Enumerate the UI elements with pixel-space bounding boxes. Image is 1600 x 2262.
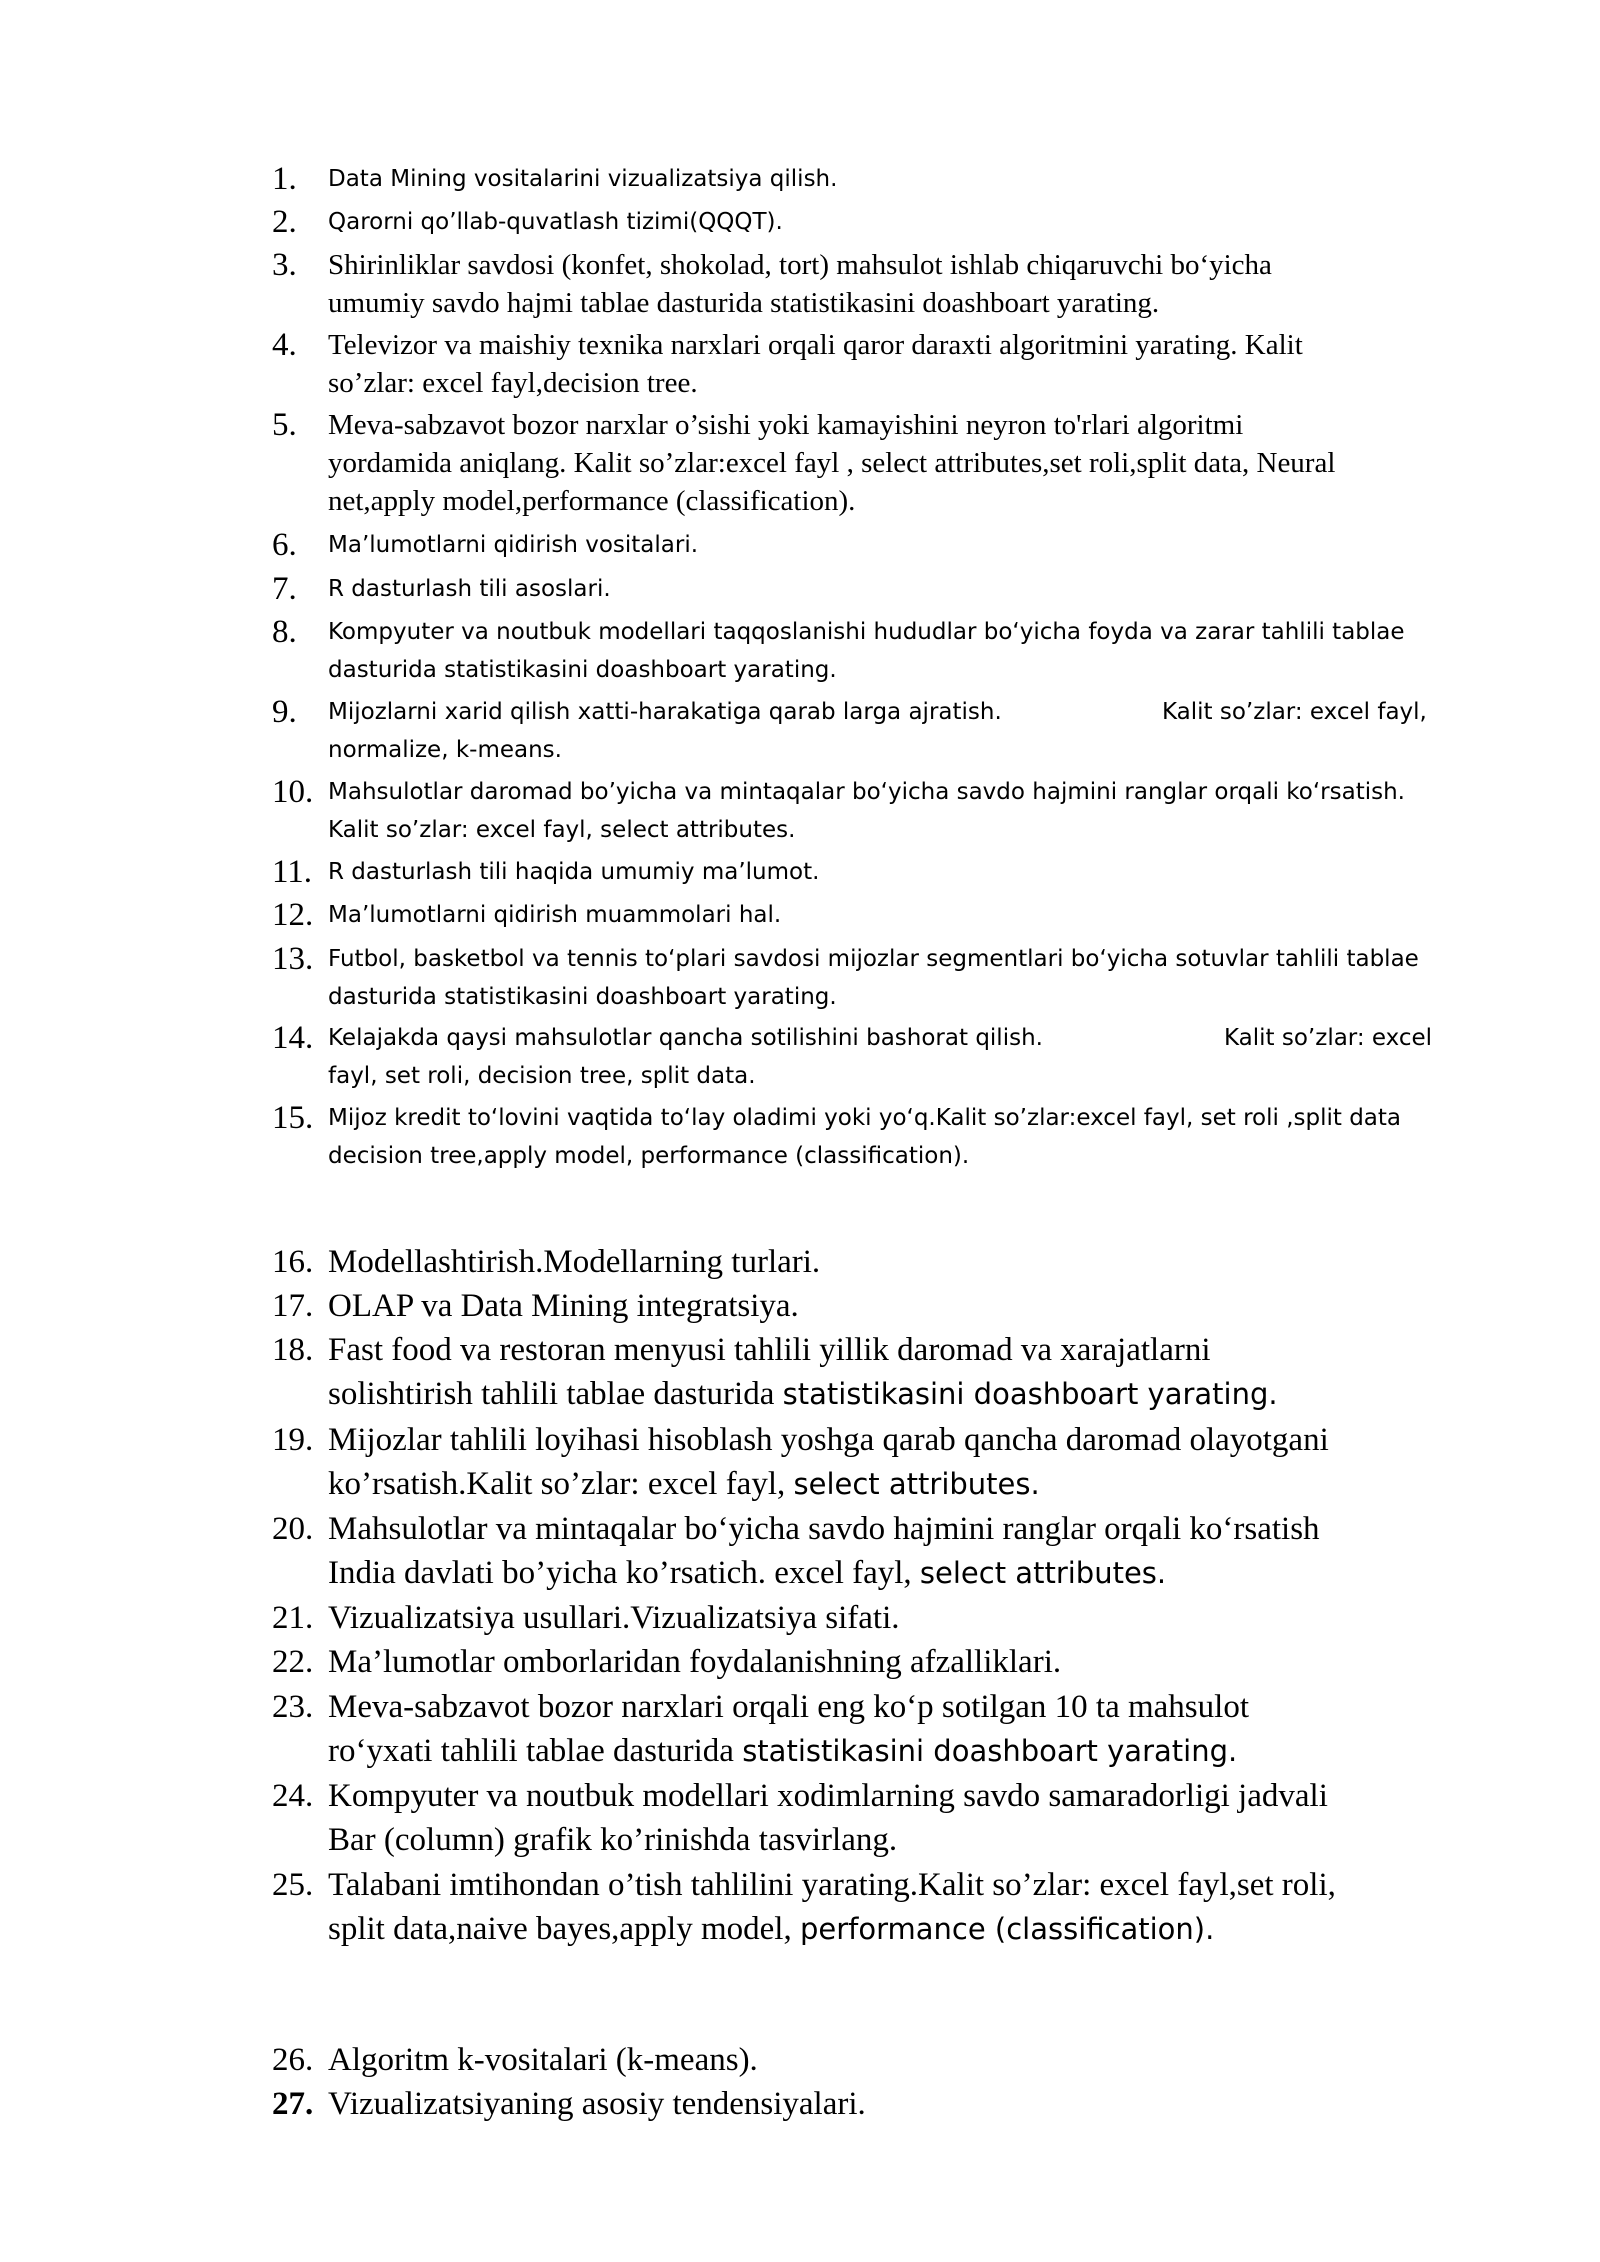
item-text: OLAP va Data Mining integratsiya. <box>328 1288 799 1324</box>
item-text-tail: select attributes. <box>793 1467 1040 1501</box>
item-text: Mijoz kredit to‘lovini vaqtida to‘lay oladimi yoki yo‘q.Kalit so’zlar:excel fayl, set roli ,split data <box>328 1105 1402 1131</box>
item-text: split data,naive bayes,apply model, <box>328 1911 800 1947</box>
item-number: 27. <box>272 2086 314 2122</box>
item-text-tail: select attributes. <box>919 1556 1167 1590</box>
item-number: 19. <box>272 1422 314 1458</box>
item-text: Futbol, basketbol va tennis to‘plari savdosi mijozlar segmentlari bo‘yicha sotuvlar tahlili tablae <box>328 946 1419 972</box>
item-text-tail: statistikasini doashboart yarating. <box>782 1377 1278 1411</box>
item-number: 5. <box>272 407 297 443</box>
item-number: 10. <box>272 774 314 810</box>
item-number: 22. <box>272 1644 314 1680</box>
keywords-label: Kalit so’zlar: excel fayl, <box>1162 699 1427 725</box>
item-text: net,apply model,performance (classification). <box>328 485 856 517</box>
item-text: normalize, k-means. <box>328 737 562 763</box>
item-text: Mahsulotlar daromad bo’yicha va mintaqalar bo‘yicha savdo hajmini ranglar orqali ko‘rsatish. <box>328 779 1405 805</box>
item-text: Modellashtirish.Modellarning turlari. <box>328 1244 821 1280</box>
item-number: 26. <box>272 2042 314 2078</box>
item-number: 3. <box>272 247 297 283</box>
item-number: 20. <box>272 1511 314 1547</box>
item-number: 18. <box>272 1332 314 1368</box>
item-number: 16. <box>272 1244 314 1280</box>
item-number: 15. <box>272 1100 314 1136</box>
item-text: Vizualizatsiya usullari.Vizualizatsiya sifati. <box>328 1600 900 1636</box>
item-text: Data Mining vositalarini vizualizatsiya qilish. <box>328 166 838 192</box>
item-text: yordamida aniqlang. Kalit so’zlar:excel fayl , select attributes,set roli,split data, Neural <box>328 447 1336 479</box>
item-number: 1. <box>272 161 297 197</box>
item-text: R dasturlash tili haqida umumiy ma’lumot. <box>328 859 820 885</box>
item-text: Ma’lumotlarni qidirish muammolari hal. <box>328 902 782 928</box>
item-number: 12. <box>272 897 314 933</box>
item-text: Fast food va restoran menyusi tahlili yillik daromad va xarajatlarni <box>328 1332 1211 1368</box>
item-text: Kalit so’zlar: excel fayl, select attributes. <box>328 817 796 843</box>
item-text: Kompyuter va noutbuk modellari xodimlarning savdo samaradorligi jadvali <box>328 1778 1328 1814</box>
item-text: Meva-sabzavot bozor narxlari orqali eng ko‘p sotilgan 10 ta mahsulot <box>328 1689 1249 1725</box>
item-text: Mijozlarni xarid qilish xatti-harakatiga qarab larga ajratish. <box>328 699 1002 725</box>
item-number: 25. <box>272 1867 314 1903</box>
item-number: 24. <box>272 1778 314 1814</box>
keywords-label: Kalit so’zlar: excel <box>1224 1025 1433 1051</box>
item-text: Ma’lumotlar omborlaridan foydalanishning afzalliklari. <box>328 1644 1062 1680</box>
item-text: Vizualizatsiyaning asosiy tendensiyalari. <box>328 2086 866 2122</box>
item-text: India davlati bo’yicha ko’rsatich. excel fayl, <box>328 1555 920 1591</box>
item-text: so’zlar: excel fayl,decision tree. <box>328 367 698 399</box>
item-number: 14. <box>272 1020 314 1056</box>
item-text: Bar (column) grafik ko’rinishda tasvirlang. <box>328 1822 898 1858</box>
item-number: 2. <box>272 204 297 240</box>
item-number: 4. <box>272 327 297 363</box>
item-text: Televizor va maishiy texnika narxlari orqali qaror daraxti algoritmini yarating. Kalit <box>328 329 1303 361</box>
item-text: umumiy savdo hajmi tablae dasturida statistikasini doashboart yarating. <box>328 287 1160 319</box>
item-text-tail: performance (classification). <box>799 1912 1215 1946</box>
item-number: 11. <box>272 854 313 890</box>
item-text: R dasturlash tili asoslari. <box>328 576 611 602</box>
item-number: 23. <box>272 1689 314 1725</box>
item-text: dasturida statistikasini doashboart yarating. <box>328 657 837 683</box>
item-number: 6. <box>272 527 297 563</box>
item-text: decision tree,apply model, performance (classification). <box>328 1143 970 1169</box>
item-text: Mijozlar tahlili loyihasi hisoblash yoshga qarab qancha daromad olayotgani <box>328 1422 1329 1458</box>
item-number: 13. <box>272 941 314 977</box>
item-text: solishtirish tahlili tablae dasturida <box>328 1376 783 1412</box>
item-text: ko’rsatish.Kalit so’zlar: excel fayl, <box>328 1466 794 1502</box>
item-number: 17. <box>272 1288 314 1324</box>
item-text: Talabani imtihondan o’tish tahlilini yarating.Kalit so’zlar: excel fayl,set roli, <box>328 1867 1336 1903</box>
item-text: Ma’lumotlarni qidirish vositalari. <box>328 532 699 558</box>
item-number: 8. <box>272 614 297 650</box>
item-text: Shirinliklar savdosi (konfet, shokolad, tort) mahsulot ishlab chiqaruvchi bo‘yicha <box>328 249 1272 281</box>
item-text-tail: statistikasini doashboart yarating. <box>742 1734 1238 1768</box>
item-text: dasturida statistikasini doashboart yarating. <box>328 984 837 1010</box>
item-number: 7. <box>272 571 297 607</box>
item-number: 9. <box>272 694 297 730</box>
item-text: Mahsulotlar va mintaqalar bo‘yicha savdo hajmini ranglar orqali ko‘rsatish <box>328 1511 1320 1547</box>
item-text: Qarorni qo’llab-quvatlash tizimi(QQQT). <box>328 209 783 235</box>
item-text: fayl, set roli, decision tree, split data. <box>328 1063 756 1089</box>
item-number: 21. <box>272 1600 314 1636</box>
item-text: Kompyuter va noutbuk modellari taqqoslanishi hududlar bo‘yicha foyda va zarar tahlili tablae <box>328 619 1405 645</box>
item-text: Algoritm k-vositalari (k-means). <box>328 2042 758 2078</box>
item-text: Meva-sabzavot bozor narxlar o’sishi yoki kamayishini neyron to'rlari algoritmi <box>328 409 1244 441</box>
item-text: Kelajakda qaysi mahsulotlar qancha sotilishini bashorat qilish. <box>328 1025 1043 1051</box>
item-text: ro‘yxati tahlili tablae dasturida <box>328 1733 743 1769</box>
